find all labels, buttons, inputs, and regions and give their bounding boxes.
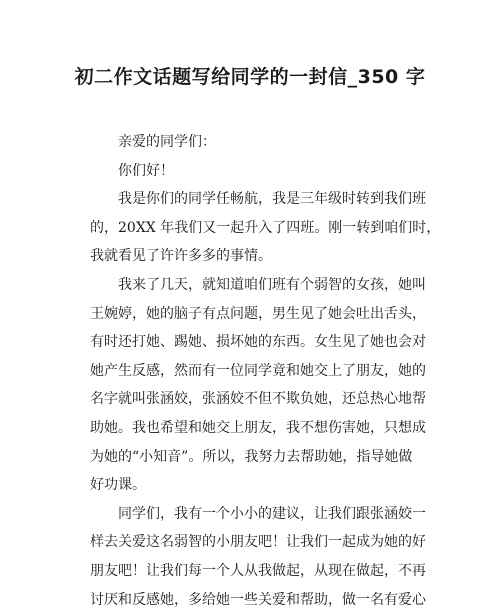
paragraph-2-line-7: 为她的“小知音”。所以，我努力去帮助她，指导她做: [90, 443, 412, 472]
paragraph-1-line-3: 我就看见了许许多多的事情。: [90, 242, 412, 271]
paragraph-2-line-5: 名字就叫张涵姣，张涵姣不但不欺负她，还总热心地帮: [90, 385, 412, 414]
paragraph-2-line-2: 王婉婷，她的脑子有点问题，男生见了她会吐出舌头，: [90, 300, 412, 329]
paragraph-1-line-1: 我是你们的同学任畅航，我是三年级时转到我们班: [90, 185, 412, 214]
paragraph-3-line-2: 样去关爱这名弱智的小朋友吧！让我们一起成为她的好: [90, 528, 412, 557]
paragraph-3-line-3: 朋友吧！让我们每一个人从我做起，从现在做起，不再: [90, 557, 412, 586]
paragraph-1-line-2: 的，20XX 年我们又一起升入了四班。刚一转到咱们时，: [90, 214, 412, 243]
paragraph-2-line-6: 助她。我也希望和她交上朋友，我不想伤害她，只想成: [90, 414, 412, 443]
salutation-line: 亲爱的同学们：: [90, 128, 412, 157]
paragraph-2-line-3: 有时还打她、踢她、损坏她的东西。女生见了她也会对: [90, 328, 412, 357]
paragraph-3-line-4: 讨厌和反感她，多给她一些关爱和帮助，做一名有爱心: [90, 586, 412, 614]
paragraph-3-line-1: 同学们，我有一个小小的建议，让我们跟张涵姣一: [90, 500, 412, 529]
paragraph-2-line-1: 我来了几天，就知道咱们班有个弱智的女孩，她叫: [90, 271, 412, 300]
document-title: 初二作文话题写给同学的一封信_350 字: [0, 64, 500, 90]
greeting-line: 你们好！: [90, 157, 412, 186]
paragraph-2-line-4: 她产生反感，然而有一位同学竟和她交上了朋友，她的: [90, 357, 412, 386]
document-body: [90, 128, 412, 614]
paragraph-2-line-8: 好功课。: [90, 471, 412, 500]
